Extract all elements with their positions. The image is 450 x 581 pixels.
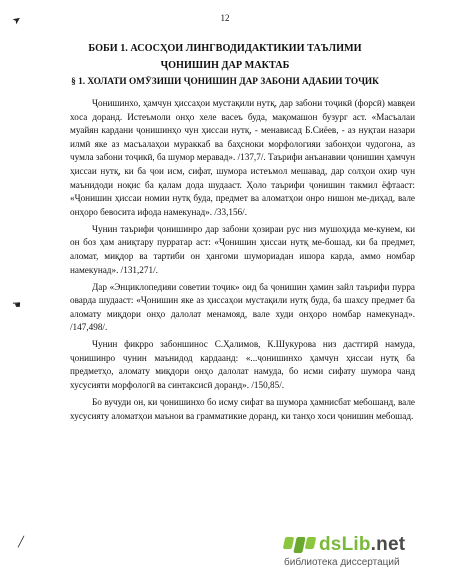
- paragraph: Бо вучуди он, ки ҷонишинхо бо исму сифат ва шумора ҳамнисбат мебошанд, вале хусусияту аломатҳои маънои ва грамматикие доранд, ки танҳо хоси ҷонишин мебошад.: [70, 397, 415, 421]
- paragraph-text: Ҷонишинхо, ҳамчун ҳиссаҳои мустақили нутқ, дар забони тоҷикӣ (форсӣ) мавқеи хоса доранд. Истеъмоли онҳо хеле васеъ буда, мақомашон бузург аст. «Масъалаи муайян кардани ҷонишинҳо чун ҳиссаи нутқ, - менависад Б.Сиёев, - аз нуқтаи назари илмӣ яке аз масъалаҳои мураккаб ва баҳсноки морфологияи забонҳои чудогона, аз чумла забони тоҷикӣ, ба шумор меравад».: [70, 98, 415, 163]
- watermark-brand-suffix: .net: [370, 534, 406, 555]
- margin-tick-mark: ╱: [18, 537, 25, 548]
- chapter-title-line-1: БОБИ 1. АСОСҲОИ ЛИНГВОДИДАКТИКИИ ТАЪЛИМИ: [88, 43, 362, 54]
- dslib-watermark: [284, 534, 444, 576]
- watermark-brand-main: dsLib: [319, 534, 371, 555]
- dslib-logo-icon: [284, 537, 315, 553]
- chapter-title-line-2: ҶОНИШИН ДАР МАКТАБ: [160, 60, 290, 71]
- margin-hand-mark: ☚: [12, 300, 21, 311]
- paragraph: Чунин фикрро забоншинос С.Ҳалимов, К.Шукурова низ дастгирӣ намуда, ҷонишинро чунин маънидод кардаанд: «...ҷонишинхо ҳамчун ҳиссаи нутқ ба предметҳо, аломату миқдори онҳо далолат намуда, бо исми сифату шумора чанд хусусияти морфологӣ ва синтаксисӣ доранд». /150,85/.: [70, 339, 415, 391]
- margin-arrow-mark: ➤: [10, 13, 24, 28]
- section-title: § 1. ХОЛАТИ ОМӮЗИШИ ҶОНИШИН ДАР ЗАБОНИ АДАБИИ ТОҶИК: [71, 77, 379, 87]
- paragraph: [70, 97, 415, 219]
- paragraph-text-cont: /137,7/. Таърифи анъанавии ҷонишин ҳамчун ҳиссаи нутқ, ки ба ҷои исм, сифат, шумора истеъмол мешавад, дар солҳои охир чун маънидоди ноқис ба қалам дода шудааст. Ҳоло таърифи ҷонишин такмил ёфтааст: «Ҷонишин ҳиссаи номии нутқ буда, предмет ва аломатҳои онро нишон ме-диҳад, вале онҳоро бевосита ифода намекунад». /33,156/.: [70, 152, 416, 217]
- watermark-brand: [319, 534, 405, 556]
- body-text: [70, 97, 415, 427]
- paragraph: Дар «Энциклопедияи советии тоҷик» оид ба ҷонишин ҳамин зайл таърифи пурра оварда шудааст: «Ҷонишин яке аз ҳиссаҳои мустақили нутқ буда, ба шахсу предмет ба аломату миқдори онҳо далолат менамояд, вале худи онҳоро номбар намекунад». /147,498/.: [70, 281, 415, 333]
- watermark-subtitle: библиотека диссертаций: [284, 557, 400, 568]
- page-number: 12: [220, 13, 230, 23]
- paragraph: Чунин таърифи ҷонишинро дар забони ҳозираи рус низ мушоҳида ме-кунем, ки он боз ҳам аниқтару пурратар аст: «Ҷонишин ҳиссаи нутқ ме-бошад, ки ба предмет, аломат, миқдор ва тартиби он ҳангоми шумориадан ишора карда, аммо номбар намекунад». /131,271/.: [70, 223, 415, 275]
